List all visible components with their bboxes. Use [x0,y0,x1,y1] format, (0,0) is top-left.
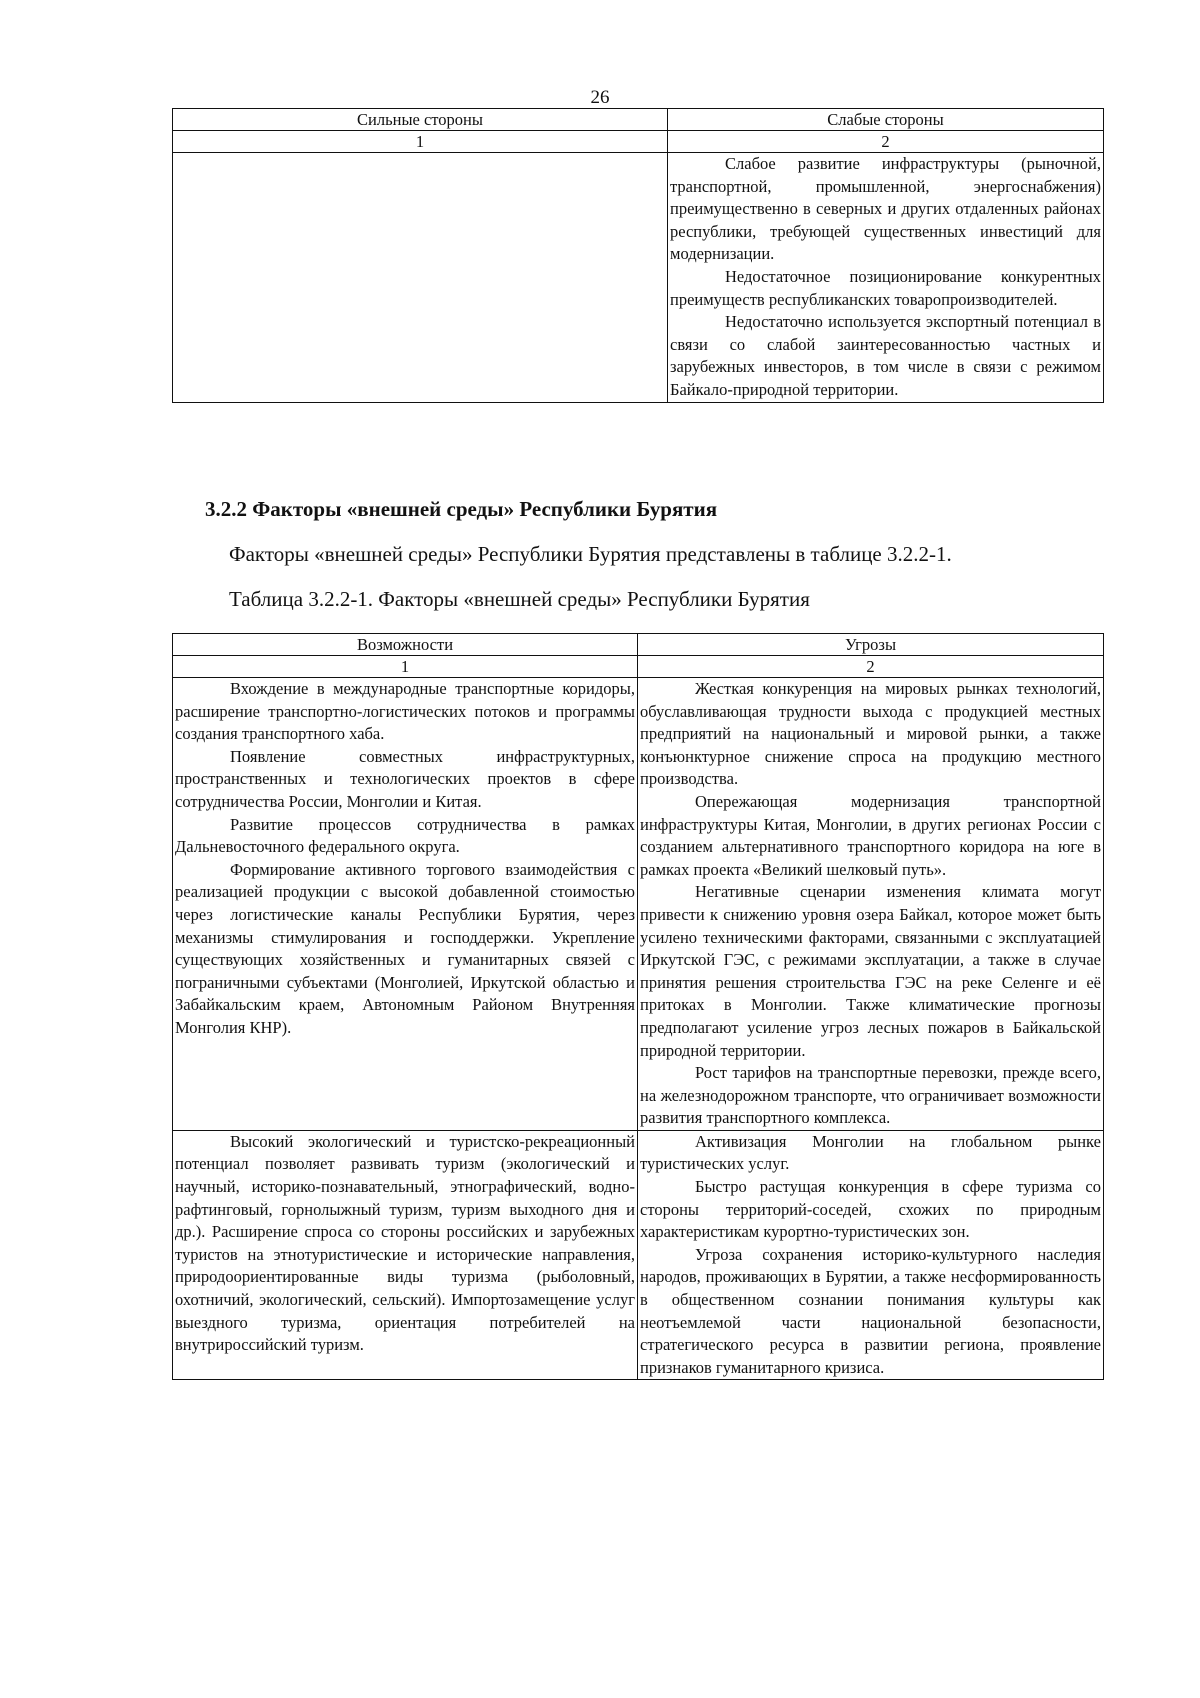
table-row [173,1130,1104,1380]
strengths-cell [173,153,668,403]
threat-item: Рост тарифов на транспортные перевозки, прежде всего, на железнодорожном транспорте, что ограничивает возможности развития транспортного комплекса. [640,1063,1101,1128]
page-number: 26 [590,87,610,108]
table-row [173,678,1104,1131]
opportunities-cell [173,1130,638,1380]
external-factors-table [172,633,1104,1380]
weakness-item: Слабое развитие инфраструктуры (рыночной, транспортной, промышленной, энергоснабжения) преимущественно в северных и других отдаленных районах республики, требующей существенных инвестиций для модернизации. [670,154,1101,264]
threats-cell [638,678,1104,1131]
threat-item: Жесткая конкуренция на мировых рынках технологий, обуславливающая трудности выхода с продукцией местных предприятий на национальный и мировой рынки, а также конъюнктурное снижение спроса на продукцию местного производства. [640,679,1101,789]
strengths-weaknesses-table [172,108,1104,403]
column-number: 1 [173,656,638,678]
threat-item: Негативные сценарии изменения климата могут привести к снижению уровня озера Байкал, которое может быть усилено техническими факторами, связанными с эксплуатацией Иркутской ГЭС, с режимами эксплуатации, а также в случае принятия решения строительства ГЭС на реке Селенге и её притоках в Монголии. Также климатические прогнозы предполагают усиление угроз лесных пожаров в Байкальской природной территории. [640,882,1101,1060]
opportunity-item: Появление совместных инфраструктурных, пространственных и технологических проектов в сфере сотрудничества России, Монголии и Китая. [175,746,635,811]
opportunity-item: Высокий экологический и туристско-рекреационный потенциал позволяет развивать туризм (экологический и научный, историко-познавательный, этнографический, водно-рафтинговый, горнолыжный туризм, туризм выходного дня и др.). Расширение спроса со стороны российских и зарубежных туристов на этнотуристические и исторические направления, природоориентированные виды туризма (рыболовный, охотничий, экологический, сельский). Импортозамещение услуг выездного туризма, ориентация потребителей на внутрироссийский туризм. [175,1131,635,1355]
threat-item: Активизация Монголии на глобальном рынке туристических услуг. [640,1131,1101,1174]
intro-paragraph: Факторы «внешней среды» Республики Бурятия представлены в таблице 3.2.2-1. [229,542,952,566]
threats-header: Угрозы [638,634,1104,656]
opportunity-item: Развитие процессов сотрудничества в рамках Дальневосточного федерального округа. [175,814,635,857]
weaknesses-cell [668,153,1104,403]
threat-item: Быстро растущая конкуренция в сфере туризма со стороны территорий-соседей, схожих по природным характеристикам курортно-туристических зон. [640,1177,1101,1242]
opportunity-item: Вхождение в международные транспортные коридоры, расширение транспортно-логистических потоков и программы создания транспортного хаба. [175,679,635,744]
threat-item: Угроза сохранения историко-культурного наследия народов, проживающих в Бурятии, а также несформированность в общественном сознании понимания культуры как неотъемлемой части национальной безопасности, стратегического ресурса в развитии региона, проявление признаков гуманитарного кризиса. [640,1244,1101,1377]
weakness-item: Недостаточное позиционирование конкурентных преимуществ республиканских товаропроизводителей. [670,266,1101,309]
weakness-item: Недостаточно используется экспортный потенциал в связи со слабой заинтересованностью частных и зарубежных инвесторов, в том числе в связи с режимом Байкало-природной территории. [670,312,1101,399]
column-number: 2 [638,656,1104,678]
opportunities-cell [173,678,638,1131]
weaknesses-header: Слабые стороны [668,109,1104,131]
strengths-header: Сильные стороны [173,109,668,131]
column-number: 2 [668,131,1104,153]
threats-cell [638,1130,1104,1380]
section-heading: 3.2.2 Факторы «внешней среды» Республики Бурятия [205,497,718,521]
opportunity-item: Формирование активного торгового взаимодействия с реализацией продукции с высокой добавленной стоимостью через логистические каналы Республики Бурятия, через механизмы стимулирования и господдержки. Укрепление существующих хозяйственных и гуманитарных связей с пограничными субъектами (Монголией, Иркутской областью и Забайкальским краем, Автономным Районом Внутренняя Монголия КНР). [175,859,635,1037]
column-number: 1 [173,131,668,153]
opportunities-header: Возможности [173,634,638,656]
table-caption: Таблица 3.2.2-1. Факторы «внешней среды» Республики Бурятия [229,587,810,611]
threat-item: Опережающая модернизация транспортной инфраструктуры Китая, Монголии, в других регионах России с созданием альтернативного транспортного коридора на юге в рамках проекта «Великий шелковый путь». [640,791,1101,879]
